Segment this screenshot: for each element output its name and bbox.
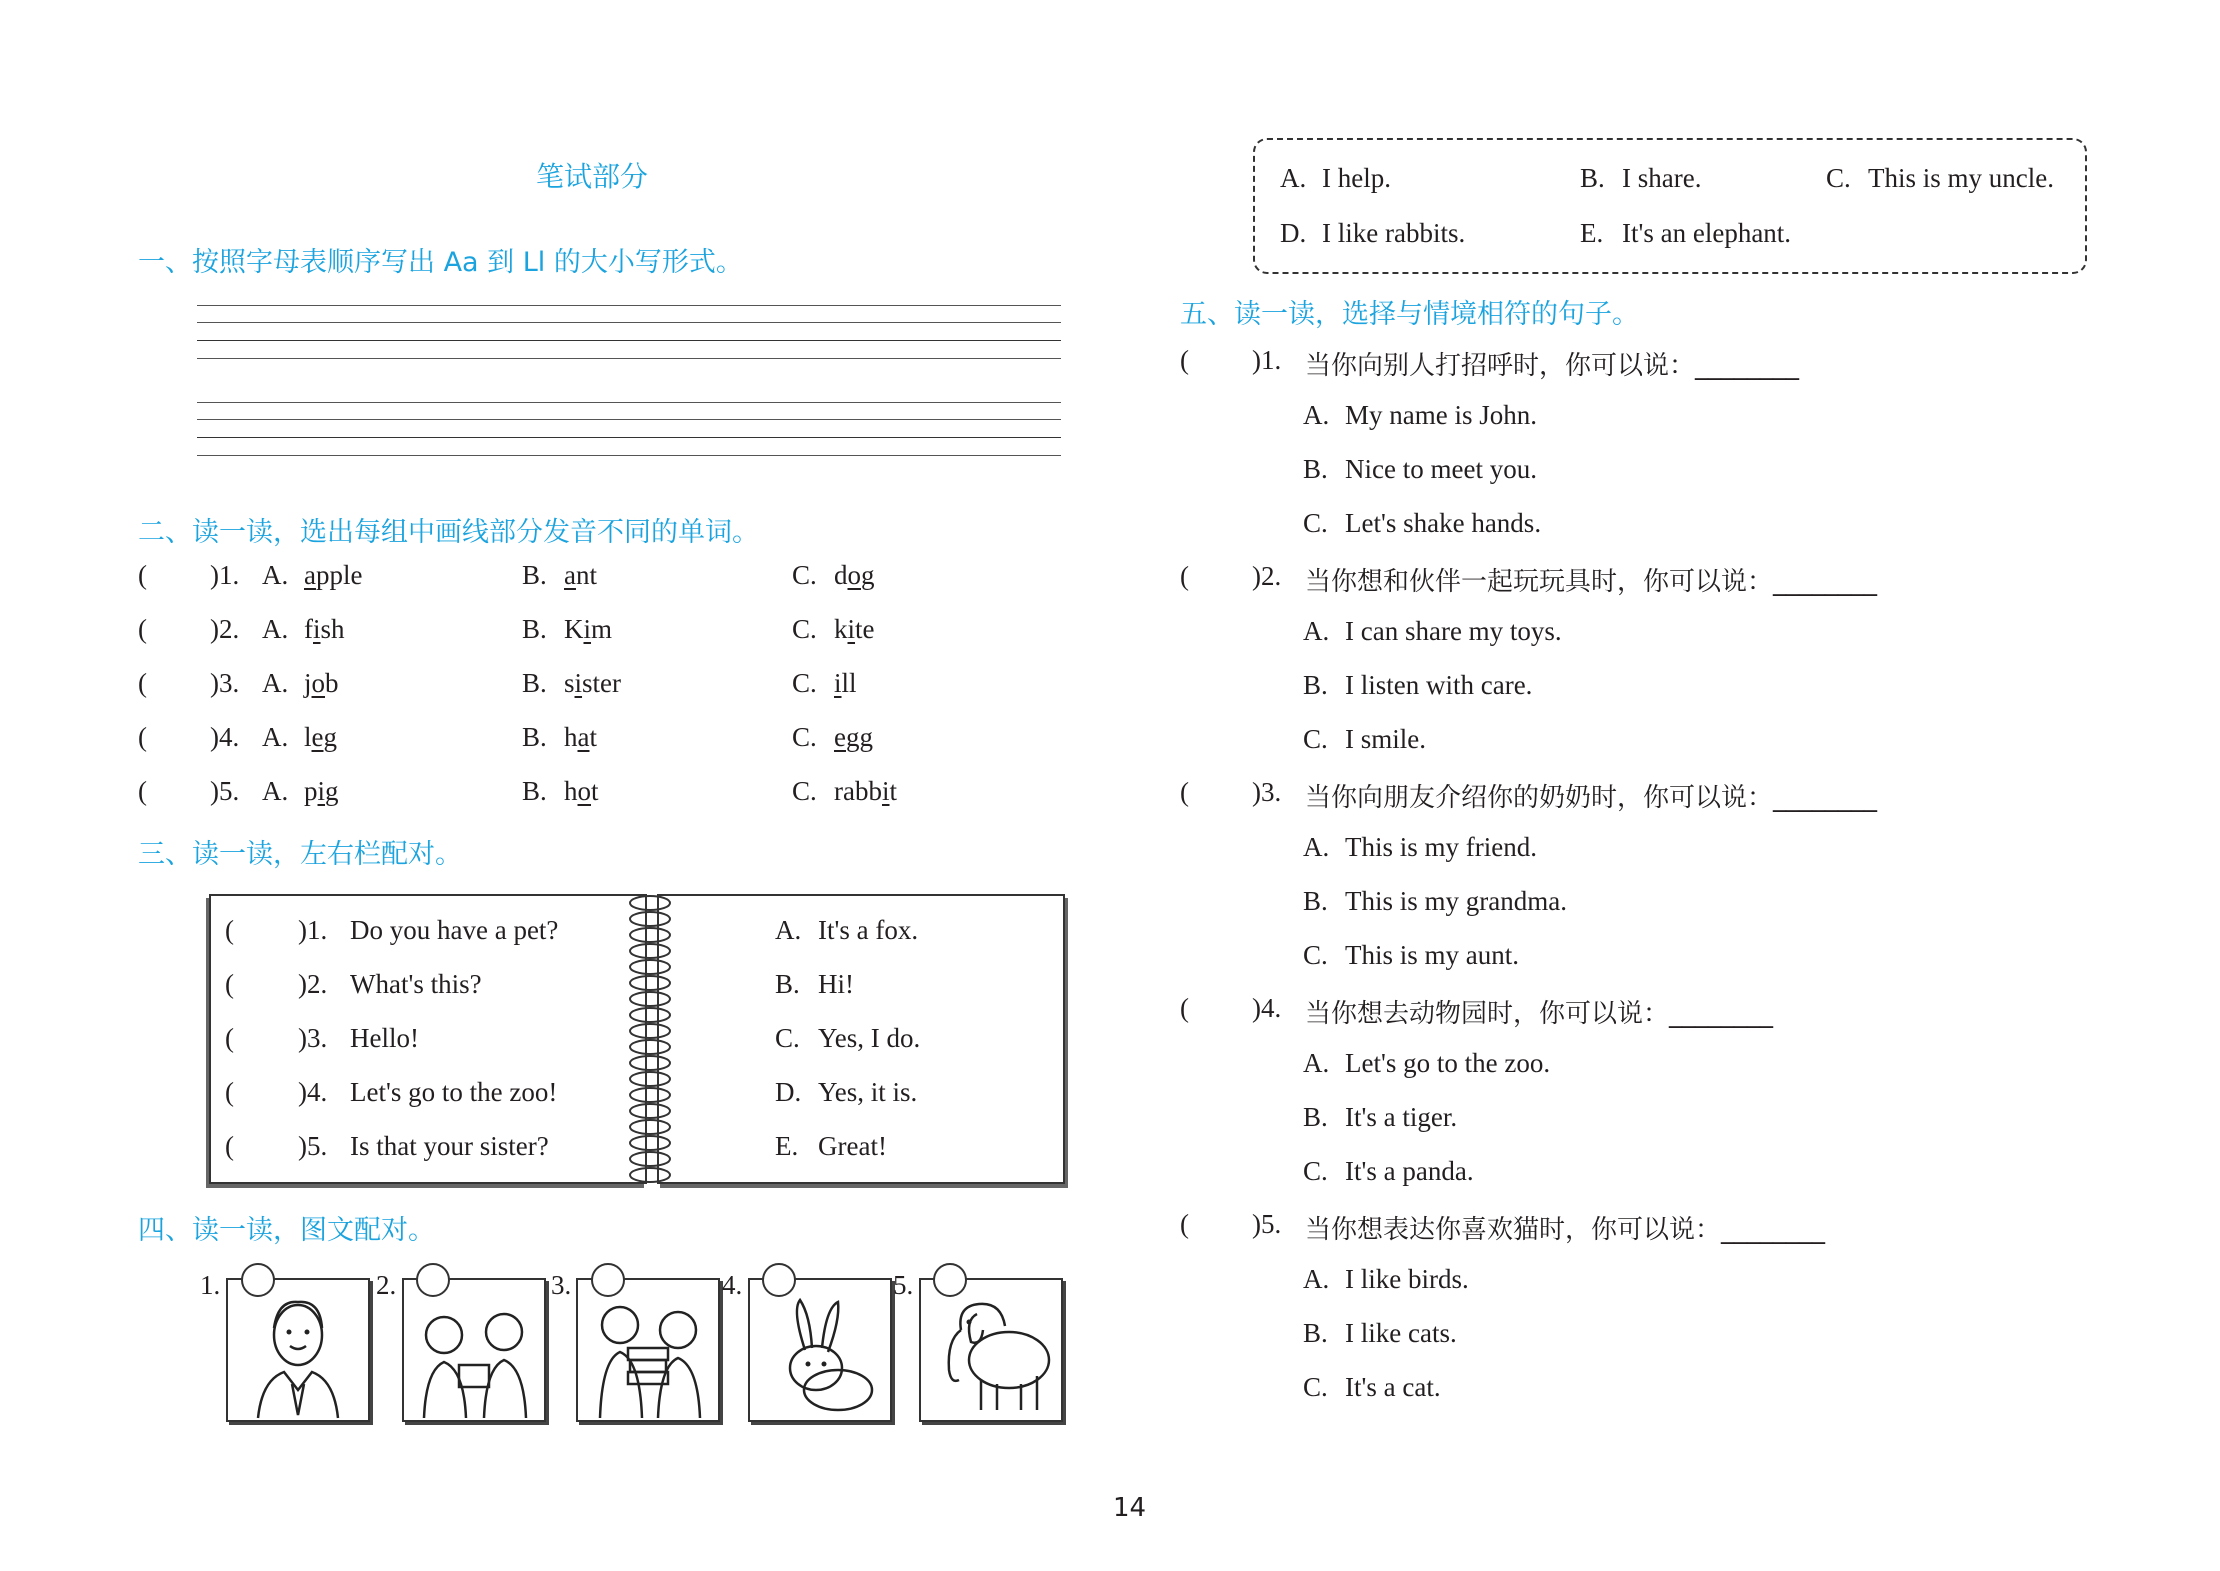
answer-paren[interactable]: ( <box>138 776 147 806</box>
answer-paren[interactable]: ( <box>225 969 234 999</box>
answer-circle[interactable] <box>933 1263 967 1297</box>
box-option-text: I like rabbits. <box>1322 218 1466 248</box>
option-label: B. <box>522 722 547 752</box>
option-text: It's a fox. <box>818 915 919 945</box>
option-label: B. <box>1303 1102 1328 1132</box>
picture-number: 5. <box>893 1270 914 1300</box>
word-part: f <box>304 614 313 644</box>
word-part: j <box>304 668 312 698</box>
option-label: B. <box>775 969 800 999</box>
box-option-text: I help. <box>1322 163 1391 193</box>
question-text: 当你想表达你喜欢猫时，你可以说：________ <box>1305 1215 1826 1245</box>
box-option-label: A. <box>1280 163 1307 193</box>
answer-paren[interactable]: ( <box>138 722 147 752</box>
question-number: )1. <box>1252 345 1282 375</box>
option-word[interactable] <box>564 668 621 699</box>
word-part: g <box>325 776 339 806</box>
word-part: ster <box>582 668 622 698</box>
question-number: )1. <box>298 915 328 945</box>
answer-paren[interactable]: ( <box>1180 993 1189 1023</box>
rabbit-icon <box>750 1280 890 1420</box>
question-number: )2. <box>210 614 240 644</box>
picture-number: 4. <box>722 1270 743 1300</box>
answer-paren[interactable]: ( <box>225 1077 234 1107</box>
option-text[interactable]: I like cats. <box>1345 1318 1457 1348</box>
word-part: pple <box>315 560 363 590</box>
spiral-binding-icon <box>620 888 680 1188</box>
notebook <box>205 888 1067 1188</box>
option-label: E. <box>775 1131 799 1161</box>
option-word[interactable] <box>564 722 597 753</box>
word-part: b <box>325 668 339 698</box>
option-label: B. <box>522 560 547 590</box>
section-2-heading: 二、读一读，选出每组中画线部分发音不同的单词。 <box>138 517 759 548</box>
word-part: te <box>855 614 875 644</box>
option-word[interactable] <box>304 614 345 645</box>
option-text[interactable]: It's a panda. <box>1345 1156 1474 1186</box>
option-label: A. <box>1303 832 1330 862</box>
picture-2-sharing <box>402 1278 546 1422</box>
section-1-heading: 一、按照字母表顺序写出 Aa 到 Ll 的大小写形式。 <box>138 247 743 278</box>
box-option-text: This is my uncle. <box>1868 163 2054 193</box>
picture-3-helping <box>576 1278 720 1422</box>
option-label: A. <box>775 915 802 945</box>
option-text[interactable]: My name is John. <box>1345 400 1537 430</box>
section-4-heading: 四、读一读，图文配对。 <box>138 1215 435 1246</box>
answer-circle[interactable] <box>241 1263 275 1297</box>
answer-paren[interactable]: ( <box>225 915 234 945</box>
option-label: A. <box>1303 1048 1330 1078</box>
question-number: )1. <box>210 560 240 590</box>
option-label: C. <box>1303 724 1328 754</box>
answer-circle[interactable] <box>591 1263 625 1297</box>
underlined-letter: a <box>577 722 590 752</box>
children-sharing-icon <box>404 1280 544 1420</box>
elephant-icon <box>921 1280 1061 1420</box>
question-text: 当你向别人打招呼时，你可以说：________ <box>1305 351 1800 381</box>
option-word[interactable] <box>564 776 599 807</box>
question-text: What's this? <box>350 969 482 999</box>
option-word[interactable] <box>304 560 362 591</box>
question-number: )4. <box>210 722 240 752</box>
option-label: A. <box>1303 400 1330 430</box>
option-label: B. <box>1303 886 1328 916</box>
option-label: B. <box>1303 670 1328 700</box>
question-number: )4. <box>1252 993 1282 1023</box>
answer-paren[interactable]: ( <box>138 668 147 698</box>
question-number: )4. <box>298 1077 328 1107</box>
question-number: )3. <box>1252 777 1282 807</box>
question-number: )5. <box>210 776 240 806</box>
option-label: A. <box>262 560 289 590</box>
question-number: )3. <box>210 668 240 698</box>
section-5-heading: 五、读一读，选择与情境相符的句子。 <box>1180 299 1639 330</box>
question-number: )2. <box>298 969 328 999</box>
underlined-letter: o <box>577 776 591 806</box>
word-part: g <box>323 722 337 752</box>
option-word[interactable] <box>834 614 875 645</box>
option-text[interactable]: It's a cat. <box>1345 1372 1441 1402</box>
answer-paren[interactable]: ( <box>225 1023 234 1053</box>
option-text: Yes, I do. <box>818 1023 921 1053</box>
underlined-letter: a <box>304 560 316 590</box>
option-word[interactable] <box>564 614 612 645</box>
word-part: l <box>304 722 312 752</box>
option-text[interactable]: I smile. <box>1345 724 1426 754</box>
option-label: C. <box>1303 1156 1328 1186</box>
option-text[interactable]: Let's shake hands. <box>1345 508 1542 538</box>
word-part: g <box>861 560 875 590</box>
answer-paren[interactable]: ( <box>1180 345 1189 375</box>
man-icon <box>228 1280 368 1420</box>
answer-paren[interactable]: ( <box>1180 561 1189 591</box>
answer-paren[interactable]: ( <box>138 614 147 644</box>
option-label: C. <box>792 722 817 752</box>
box-option-label: E. <box>1580 218 1604 248</box>
option-label: A. <box>1303 616 1330 646</box>
answer-paren[interactable]: ( <box>1180 1209 1189 1239</box>
word-part: gg <box>845 722 873 752</box>
option-text[interactable]: I listen with care. <box>1345 670 1533 700</box>
question-text: 当你想和伙伴一起玩玩具时，你可以说：________ <box>1305 567 1878 597</box>
option-label: A. <box>262 668 289 698</box>
picture-1-man <box>226 1278 370 1422</box>
page-number: 14 <box>1113 1493 1147 1523</box>
option-text: Hi! <box>818 969 854 999</box>
question-text: Is that your sister? <box>350 1131 549 1161</box>
option-label: B. <box>1303 1318 1328 1348</box>
option-label: C. <box>775 1023 800 1053</box>
picture-number: 3. <box>551 1270 572 1300</box>
box-option-text: It's an elephant. <box>1622 218 1792 248</box>
section-3-heading: 三、读一读，左右栏配对。 <box>138 839 462 870</box>
option-word[interactable] <box>564 560 597 591</box>
answer-circle[interactable] <box>416 1263 450 1297</box>
underlined-letter: i <box>834 668 842 698</box>
option-label: C. <box>1303 1372 1328 1402</box>
option-word[interactable] <box>834 668 857 699</box>
underlined-letter: o <box>311 668 326 698</box>
word-part: sh <box>320 614 345 644</box>
option-label: A. <box>262 776 289 806</box>
picture-5-elephant <box>919 1278 1063 1422</box>
option-label: A. <box>1303 1264 1330 1294</box>
option-label: C. <box>792 614 817 644</box>
word-part: p <box>304 776 318 806</box>
option-text[interactable]: This is my aunt. <box>1345 940 1519 970</box>
question-text: Hello! <box>350 1023 419 1053</box>
option-word[interactable] <box>304 668 339 699</box>
option-text[interactable]: This is my friend. <box>1345 832 1537 862</box>
option-label: C. <box>1303 940 1328 970</box>
children-helping-icon <box>578 1280 718 1420</box>
underlined-letter: i <box>583 614 592 644</box>
word-part: t <box>889 776 898 806</box>
option-text: Yes, it is. <box>818 1077 918 1107</box>
answer-paren[interactable]: ( <box>1180 777 1189 807</box>
option-label: A. <box>262 614 289 644</box>
question-number: )5. <box>1252 1209 1282 1239</box>
word-part: m <box>591 614 613 644</box>
option-text[interactable]: Let's go to the zoo. <box>1345 1048 1551 1078</box>
box-option-label: B. <box>1580 163 1605 193</box>
question-number: )2. <box>1252 561 1282 591</box>
question-number: )5. <box>298 1131 328 1161</box>
option-label: C. <box>1303 508 1328 538</box>
word-part: d <box>834 560 848 590</box>
option-label: D. <box>775 1077 802 1107</box>
underlined-letter: o <box>847 560 861 590</box>
underlined-letter: e <box>834 722 846 752</box>
picture-number: 2. <box>376 1270 397 1300</box>
option-word[interactable] <box>304 722 337 753</box>
box-option-label: C. <box>1826 163 1851 193</box>
options-box <box>1253 138 2087 274</box>
option-label: C. <box>792 776 817 806</box>
word-part: rabb <box>834 776 882 806</box>
handwriting-lines[interactable] <box>197 305 1061 465</box>
option-word[interactable] <box>304 776 339 807</box>
underlined-letter: a <box>564 560 576 590</box>
option-text[interactable]: Nice to meet you. <box>1345 454 1537 484</box>
answer-paren[interactable]: ( <box>138 560 147 590</box>
underlined-letter: i <box>574 668 583 698</box>
option-label: B. <box>522 668 547 698</box>
option-label: B. <box>1303 454 1328 484</box>
question-text: Do you have a pet? <box>350 915 559 945</box>
word-part: k <box>834 614 848 644</box>
option-text[interactable]: I like birds. <box>1345 1264 1469 1294</box>
option-text: Great! <box>818 1131 887 1161</box>
box-option-text: I share. <box>1622 163 1702 193</box>
word-part: ll <box>841 668 857 698</box>
picture-4-rabbit <box>748 1278 892 1422</box>
option-label: C. <box>792 668 817 698</box>
word-part: s <box>564 668 575 698</box>
word-part: nt <box>575 560 597 590</box>
underlined-letter: e <box>311 722 324 752</box>
question-text: 当你向朋友介绍你的奶奶时，你可以说：________ <box>1305 783 1878 813</box>
option-word[interactable] <box>834 722 873 753</box>
option-text[interactable]: This is my grandma. <box>1345 886 1567 916</box>
page-title: 笔试部分 <box>536 160 649 193</box>
option-label: C. <box>792 560 817 590</box>
answer-circle[interactable] <box>762 1263 796 1297</box>
underlined-letter: i <box>313 614 321 644</box>
question-number: )3. <box>298 1023 328 1053</box>
option-label: B. <box>522 776 547 806</box>
option-label: A. <box>262 722 289 752</box>
underlined-letter: i <box>881 776 890 806</box>
word-part: t <box>589 722 597 752</box>
word-part: t <box>591 776 599 806</box>
box-option-label: D. <box>1280 218 1307 248</box>
underlined-letter: i <box>317 776 326 806</box>
word-part: h <box>564 722 578 752</box>
underlined-letter: i <box>847 614 856 644</box>
option-word[interactable] <box>834 560 875 591</box>
answer-paren[interactable]: ( <box>225 1131 234 1161</box>
question-text: 当你想去动物园时，你可以说：________ <box>1305 999 1774 1029</box>
word-part: h <box>564 776 578 806</box>
word-part: K <box>564 614 584 644</box>
option-text[interactable]: I can share my toys. <box>1345 616 1562 646</box>
option-text[interactable]: It's a tiger. <box>1345 1102 1458 1132</box>
option-label: B. <box>522 614 547 644</box>
question-text: Let's go to the zoo! <box>350 1077 558 1107</box>
option-word[interactable] <box>834 776 897 807</box>
picture-number: 1. <box>200 1270 221 1300</box>
